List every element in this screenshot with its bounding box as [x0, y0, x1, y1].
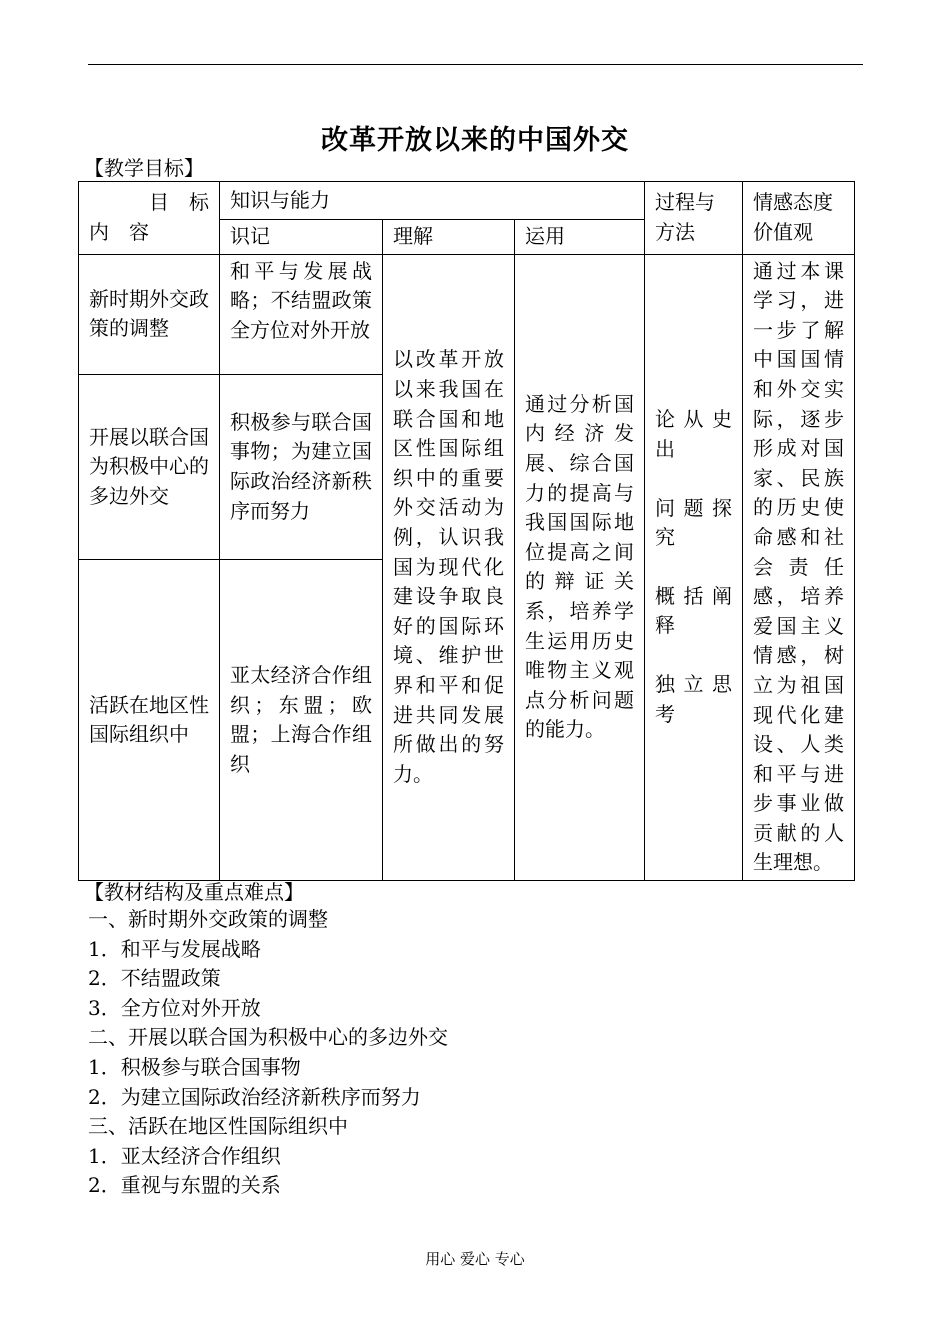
- header-target-line2: 内 容: [89, 219, 149, 244]
- outline-item: 1．和平与发展战略: [88, 936, 261, 961]
- outline-item: 1．亚太经济合作组织: [88, 1143, 281, 1168]
- goals-table: [78, 181, 855, 881]
- structure-label: 【教材结构及重点难点】: [84, 880, 304, 904]
- outline-item: 2．不结盟政策: [88, 966, 221, 991]
- emotion-cell: 通过本课学习，进一步了解中国国情和外交实际，逐步形成对国家、民族的历史使命感和社会责任感，培养爱国主义情感，树立为祖国现代化建设、人类和平与进步事业做贡献的人生理想。: [743, 254, 855, 880]
- header-target-content: [79, 182, 220, 255]
- row-recall: 亚太经济合作组织；东盟；欧盟；上海合作组织: [220, 560, 383, 881]
- outline-item: 2．为建立国际政治经济新秩序而努力: [88, 1084, 421, 1109]
- outline-list: [88, 905, 448, 1201]
- row-topic: 新时期外交政策的调整: [79, 254, 220, 374]
- outline-item: 1．积极参与联合国事物: [88, 1054, 301, 1079]
- page-title: 改革开放以来的中国外交: [321, 125, 629, 156]
- row-topic: 活跃在地区性国际组织中: [79, 560, 220, 881]
- row-recall: 和平与发展战略；不结盟政策全方位对外开放: [220, 254, 383, 374]
- outline-item: 3．全方位对外开放: [88, 995, 261, 1020]
- method-item: 独立思考: [655, 672, 733, 726]
- method-item: 问题探究: [655, 495, 733, 550]
- methods-cell: [645, 254, 743, 880]
- outline-heading: 二、开展以联合国为积极中心的多边外交: [88, 1025, 448, 1050]
- apply-cell: 通过分析国内经济发展、综合国力的提高与我国国际地位提高之间的辩证关系，培养学生运用历史唯物主义观点分析问题的能力。: [515, 254, 645, 880]
- header-target-line1: 目 标: [149, 190, 209, 215]
- page-footer: 用心 爱心 专心: [425, 1250, 525, 1268]
- outline-heading: 三、活跃在地区性国际组织中: [88, 1114, 348, 1139]
- header-recall: 识记: [220, 220, 383, 255]
- method-item: 论从史出: [655, 407, 733, 462]
- method-item: 概括阐释: [655, 583, 733, 638]
- outline-heading: 一、新时期外交政策的调整: [88, 907, 328, 931]
- outline-item: 2．重视与东盟的关系: [88, 1173, 281, 1198]
- understand-cell: 以改革开放以来我国在联合国和地区性国际组织中的重要外交活动为例，认识我国为现代化建设争取良好的国际环境、维护世界和平和促进共同发展所做出的努力。: [383, 254, 515, 880]
- row-recall: 积极参与联合国事物；为建立国际政治经济新秩序而努力: [220, 374, 383, 559]
- header-rule: [88, 64, 863, 65]
- header-process-method: 过程与方法: [645, 182, 743, 255]
- header-apply: 运用: [515, 220, 645, 255]
- teaching-goals-label: 【教学目标】: [84, 156, 204, 180]
- header-emotion-values: 情感态度价值观: [743, 182, 855, 255]
- header-understand: 理解: [383, 220, 515, 255]
- row-topic: 开展以联合国为积极中心的多边外交: [79, 374, 220, 559]
- header-knowledge-ability: 知识与能力: [220, 182, 645, 220]
